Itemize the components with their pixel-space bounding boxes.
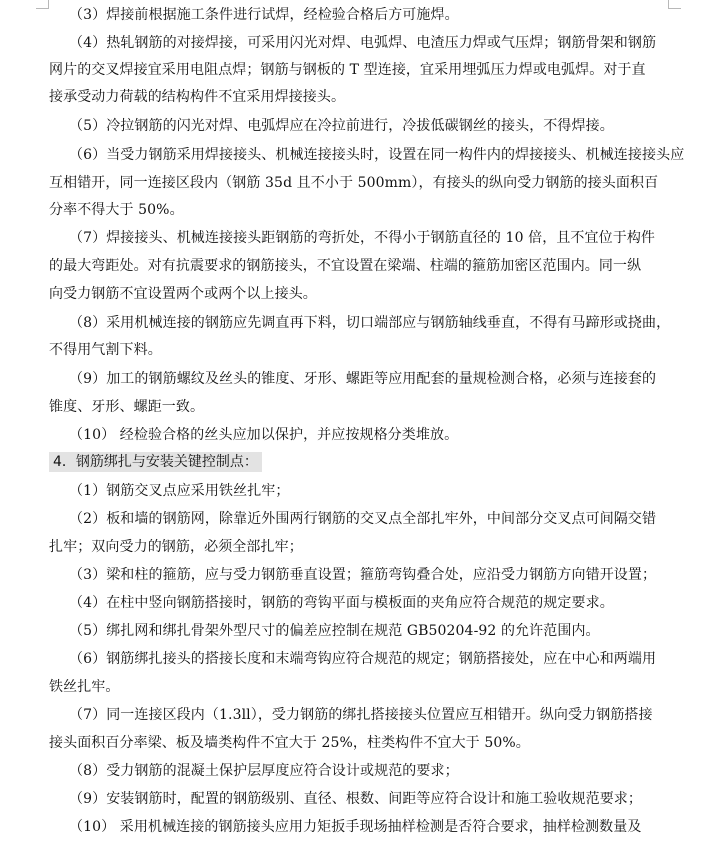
paragraph-line: （9）安装钢筋时，配置的钢筋级别、直径、根数、间距等应符合设计和施工验收规范要求； bbox=[69, 791, 643, 807]
paragraph-line: （4）在柱中竖向钢筋搭接时，钢筋的弯钩平面与模板面的夹角应符合规范的规定要求。 bbox=[69, 595, 614, 611]
paragraph-line: （3）梁和柱的箍筋，应与受力钢筋垂直设置；箍筋弯钩叠合处，应沿受力钢筋方向错开设置； bbox=[69, 567, 657, 583]
paragraph-line: 互相错开，同一连接区段内（钢筋 35d 且不小于 500mm），有接头的纵向受力钢筋的接头面积百 bbox=[49, 175, 659, 191]
paragraph-line: （5）绑扎网和绑扎骨架外型尺寸的偏差应控制在规范 GB50204-92 的允许范围内。 bbox=[69, 623, 600, 639]
paragraph-line: 扎牢；双向受力的钢筋，必须全部扎牢； bbox=[49, 539, 303, 555]
paragraph-line: （2）板和墙的钢筋网，除靠近外围两行钢筋的交叉点全部扎牢外，中间部分交叉点可间隔交错 bbox=[69, 511, 657, 527]
paragraph-line: （8）受力钢筋的混凝土保护层厚度应符合设计或规范的要求； bbox=[69, 763, 459, 779]
paragraph-line: 接承受动力荷载的结构构件不宜采用焊接接头。 bbox=[49, 89, 346, 105]
paragraph-line: 的最大弯距处。对有抗震要求的钢筋接头，不宜设置在梁端、柱端的箍筋加密区范围内。同一纵 bbox=[49, 258, 642, 274]
paragraph-line: （9）加工的钢筋螺纹及丝头的锥度、牙形、螺距等应用配套的量规检测合格，必须与连接套的 bbox=[69, 371, 657, 387]
paragraph-line: （6）钢筋绑扎接头的搭接长度和末端弯钩应符合规范的规定；钢筋搭接处，应在中心和两端用 bbox=[69, 651, 657, 667]
paragraph-line: （10） 采用机械连接的钢筋接头应用力矩扳手现场抽样检测是否符合要求，抽样检测数量及 bbox=[69, 819, 642, 835]
paragraph-line: （4）热轧钢筋的对接焊接，可采用闪光对焊、电弧焊、电渣压力焊或气压焊；钢筋骨架和钢筋 bbox=[69, 35, 657, 51]
paragraph-line: 网片的交叉焊接宜采用电阻点焊；钢筋与钢板的 T 型连接，宜采用埋弧压力焊或电弧焊。对于直 bbox=[49, 62, 646, 78]
section-heading: 4．钢筋绑扎与安装关键控制点： bbox=[49, 452, 262, 472]
paragraph-line: （3）焊接前根据施工条件进行试焊，经检验合格后方可施焊。 bbox=[69, 7, 459, 23]
paragraph-line: （1）钢筋交叉点应采用铁丝扎牢； bbox=[69, 483, 290, 499]
page-corner-mark-right bbox=[668, 0, 681, 9]
paragraph-line: （10） 经检验合格的丝头应加以保护，并应按规格分类堆放。 bbox=[69, 427, 459, 443]
paragraph-line: 向受力钢筋不宜设置两个或两个以上接头。 bbox=[49, 286, 317, 302]
paragraph-line: （8）采用机械连接的钢筋应先调直再下料，切口端部应与钢筋轴线垂直，不得有马蹄形或挠曲， bbox=[69, 315, 671, 331]
paragraph-line: （6）当受力钢筋采用焊接接头、机械连接接头时，设置在同一构件内的焊接接头、机械连接接头应 bbox=[69, 147, 685, 163]
paragraph-line: 铁丝扎牢。 bbox=[49, 679, 120, 695]
paragraph-line: （7）同一连接区段内（1.3ll），受力钢筋的绑扎搭接接头位置应互相错开。纵向受力钢筋搭接 bbox=[69, 707, 653, 723]
paragraph-line: （5）冷拉钢筋的闪光对焊、电弧焊应在冷拉前进行，冷拔低碳钢丝的接头，不得焊接。 bbox=[69, 118, 614, 134]
paragraph-line: 分率不得大于 50%。 bbox=[49, 202, 184, 218]
paragraph-line: 不得用气割下料。 bbox=[49, 342, 162, 358]
paragraph-line: 接头面积百分率梁、板及墙类构件不宜大于 25%，柱类构件不宜大于 50%。 bbox=[49, 735, 530, 751]
page-corner-mark-left bbox=[36, 0, 49, 9]
paragraph-line: （7）焊接接头、机械连接接头距钢筋的弯折处，不得小于钢筋直径的 10 倍，且不宜位于构件 bbox=[69, 230, 656, 246]
paragraph-line: 锥度、牙形、螺距一致。 bbox=[49, 399, 205, 415]
